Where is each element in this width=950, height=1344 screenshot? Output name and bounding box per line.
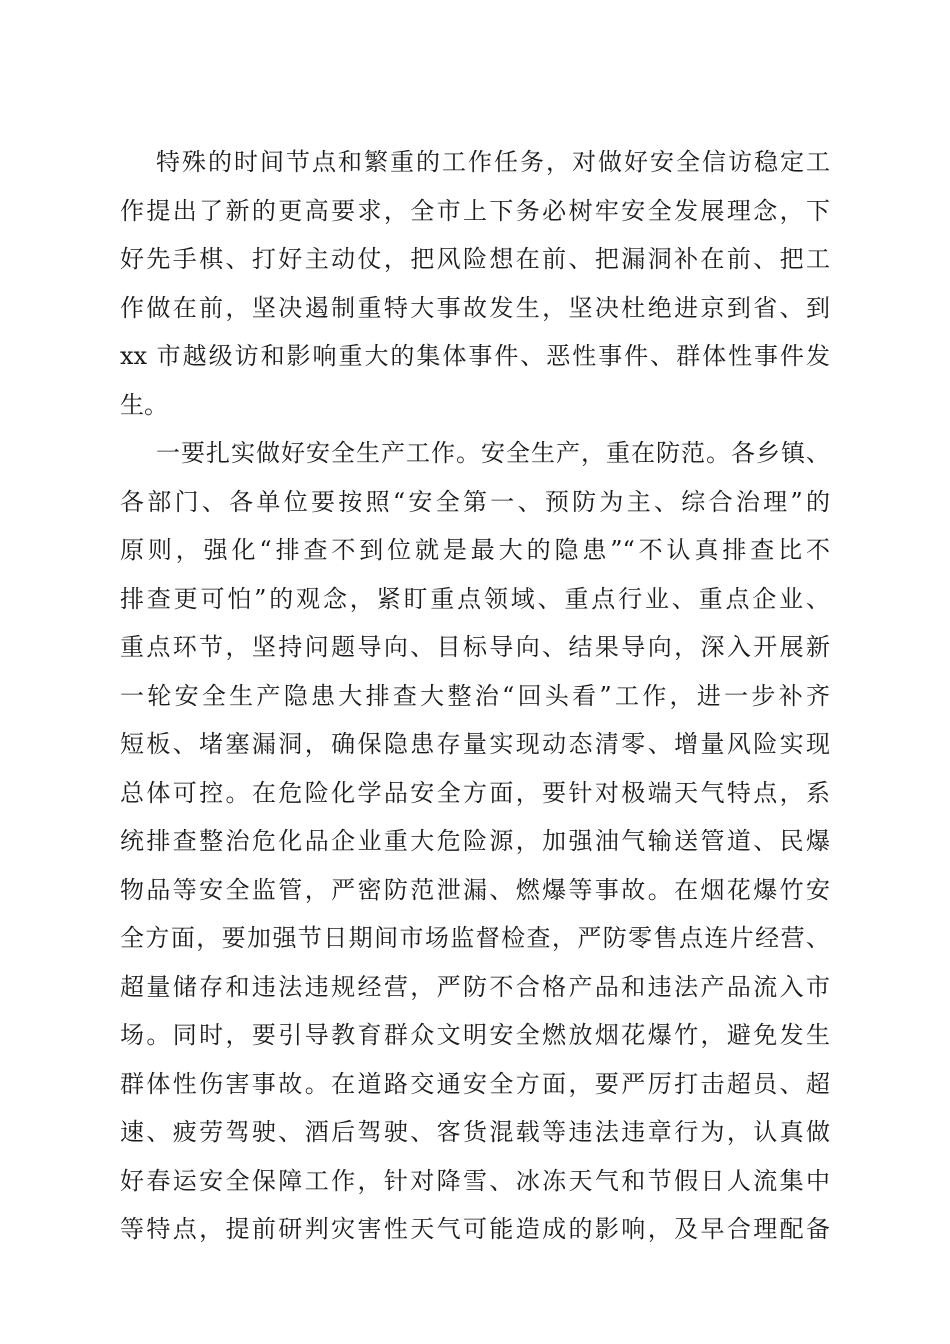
text-line: 全方面，要加强节日期间市场监督检查，严防零售点连片经营、 — [120, 924, 830, 952]
text-line: 好春运安全保障工作，针对降雪、冰冻天气和节假日人流集中 — [120, 1166, 830, 1195]
text-line: 作做在前，坚决遏制重特大事故发生，坚决杜绝进京到省、到 — [120, 293, 830, 322]
text-line: 物品等安全监管，严密防范泄漏、燃爆等事故。在烟花爆竹安 — [120, 875, 830, 904]
paragraph-safety-production — [120, 429, 830, 1254]
text-line: 特殊的时间节点和繁重的工作任务，对做好安全信访稳定工 — [156, 148, 830, 176]
text-line: 一要扎实做好安全生产工作。安全生产，重在防范。各乡镇、 — [156, 439, 830, 467]
text-line: 短板、堵塞漏洞，确保隐患存量实现动态清零、增量风险实现 — [120, 730, 830, 758]
text-line: 各部门、各单位要按照“安全第一、预防为主、综合治理”的 — [120, 487, 830, 516]
text-line: 排查更可怕”的观念，紧盯重点领域、重点行业、重点企业、 — [120, 584, 830, 613]
text-line: 群体性伤害事故。在道路交通安全方面，要严厉打击超员、超 — [120, 1069, 830, 1098]
text-line: 场。同时，要引导教育群众文明安全燃放烟花爆竹，避免发生 — [120, 1021, 830, 1049]
text-line: 超量储存和违法违规经营，严防不合格产品和违法产品流入市 — [120, 972, 830, 1001]
text-line: 速、疲劳驾驶、酒后驾驶、客货混载等违法违章行为，认真做 — [120, 1118, 830, 1146]
paragraph-intro — [120, 138, 830, 429]
text-line: 一轮安全生产隐患大排查大整治“回头看”工作，进一步补齐 — [120, 681, 830, 710]
text-line: 好先手棋、打好主动仗，把风险想在前、把漏洞补在前、把工 — [120, 245, 830, 273]
text-line: 作提出了新的更高要求，全市上下务必树牢安全发展理念，下 — [120, 196, 830, 225]
text-line: 统排查整治危化品企业重大危险源，加强油气输送管道、民爆 — [120, 827, 830, 855]
text-line: xx 市越级访和影响重大的集体事件、恶性事件、群体性事件发 — [120, 342, 830, 370]
text-line: 总体可控。在危险化学品安全方面，要针对极端天气特点，系 — [120, 778, 830, 807]
document-body — [120, 138, 830, 1254]
text-line: 原则，强化“排查不到位就是最大的隐患”“不认真排查比不 — [120, 536, 830, 564]
text-line: 等特点，提前研判灾害性天气可能造成的影响，及早合理配备 — [120, 1215, 830, 1243]
text-line: 生。 — [120, 390, 168, 419]
text-line: 重点环节，坚持问题导向、目标导向、结果导向，深入开展新 — [120, 633, 830, 661]
